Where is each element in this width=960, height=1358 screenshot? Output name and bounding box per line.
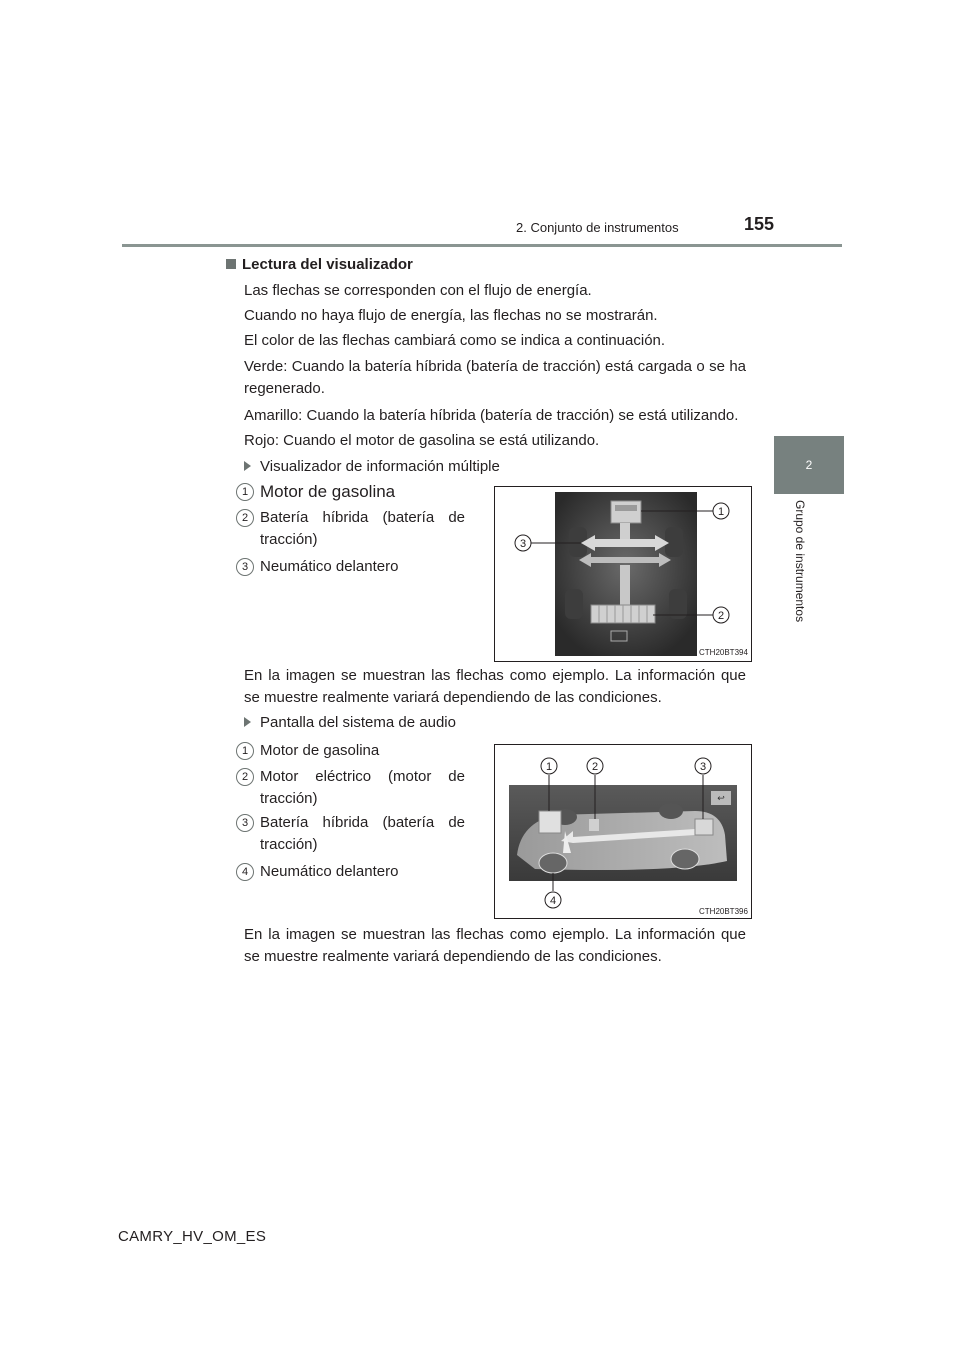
energy-flow-diagram (495, 487, 751, 661)
item-number-1: 1 (236, 482, 254, 501)
engine-icon (611, 501, 641, 523)
engine-icon (539, 811, 561, 833)
tire-icon (665, 527, 683, 557)
callout-label: 4 (549, 895, 557, 907)
chapter-title: Grupo de instrumentos (793, 500, 807, 623)
battery-icon (695, 819, 713, 835)
item-number-4: 4 (236, 862, 254, 881)
chapter-tab (774, 436, 844, 494)
section-title: 2. Conjunto de instrumentos (516, 220, 679, 235)
paragraph: Las flechas se corresponden con el flujo de energía. (244, 282, 592, 299)
callout-label: 2 (717, 610, 725, 622)
callout-label: 2 (591, 761, 599, 773)
chapter-number: 2 (805, 458, 813, 472)
callout-label: 3 (699, 761, 707, 773)
paragraph: Verde: Cuando la batería híbrida (batería de tracción) está cargada o se ha regenerado. (244, 358, 746, 397)
callout-label: 3 (519, 538, 527, 550)
header-divider (122, 244, 842, 247)
back-arrow-icon: ↩ (717, 794, 725, 804)
item-text: Batería híbrida (batería de tracción) (260, 509, 465, 548)
heading-text: Lectura del visualizador (242, 256, 413, 273)
paragraph: Rojo: Cuando el motor de gasolina se está utilizando. (244, 432, 600, 449)
item-text: Neumático delantero (260, 558, 399, 575)
arrow-vertical-icon (620, 565, 630, 609)
figure-code: CTH20BT394 (699, 648, 748, 657)
square-bullet-icon (226, 259, 236, 269)
item-text: Motor de gasolina (260, 482, 396, 501)
tire-icon (659, 803, 683, 819)
subsection-title (244, 456, 500, 478)
item-text: Motor de gasolina (260, 742, 380, 759)
subsection-title-text: Pantalla del sistema de audio (260, 714, 456, 731)
tire-icon (565, 589, 583, 619)
item-number-2: 2 (236, 767, 254, 786)
subsection-title (244, 712, 456, 734)
tire-icon (671, 849, 699, 869)
figure-note: En la imagen se muestran las flechas como ejemplo. La información que se muestre realmente variará dependiendo de las condiciones. (244, 926, 746, 965)
motor-icon (589, 819, 599, 831)
figure-note: En la imagen se muestran las flechas como ejemplo. La información que se muestre realmente variará dependiendo de las condiciones. (244, 667, 746, 706)
figure-audio-display (494, 744, 752, 919)
subsection-title-text: Visualizador de información múltiple (260, 458, 500, 475)
figure-multi-info-display (494, 486, 752, 662)
paragraph: El color de las flechas cambiará como se indica a continuación. (244, 332, 666, 349)
callout-label: 1 (717, 506, 725, 518)
section-heading (226, 254, 413, 276)
item-number-3: 3 (236, 813, 254, 832)
document-code: CAMRY_HV_OM_ES (118, 1228, 267, 1245)
item-text: Neumático delantero (260, 863, 399, 880)
page-number: 155 (744, 214, 775, 234)
triangle-bullet-icon (244, 717, 251, 727)
paragraph: Cuando no haya flujo de energía, las flechas no se mostrarán. (244, 307, 658, 324)
callout-label: 1 (545, 761, 553, 773)
item-number-3: 3 (236, 557, 254, 576)
tire-icon (539, 853, 567, 873)
car-energy-diagram (495, 745, 751, 918)
item-number-1: 1 (236, 741, 254, 760)
item-number-2: 2 (236, 508, 254, 527)
triangle-bullet-icon (244, 461, 251, 471)
item-text: Motor eléctrico (motor de tracción) (260, 768, 465, 807)
figure-code: CTH20BT396 (699, 907, 748, 916)
item-text: Batería híbrida (batería de tracción) (260, 814, 465, 853)
paragraph: Amarillo: Cuando la batería híbrida (batería de tracción) se está utilizando. (244, 407, 739, 424)
